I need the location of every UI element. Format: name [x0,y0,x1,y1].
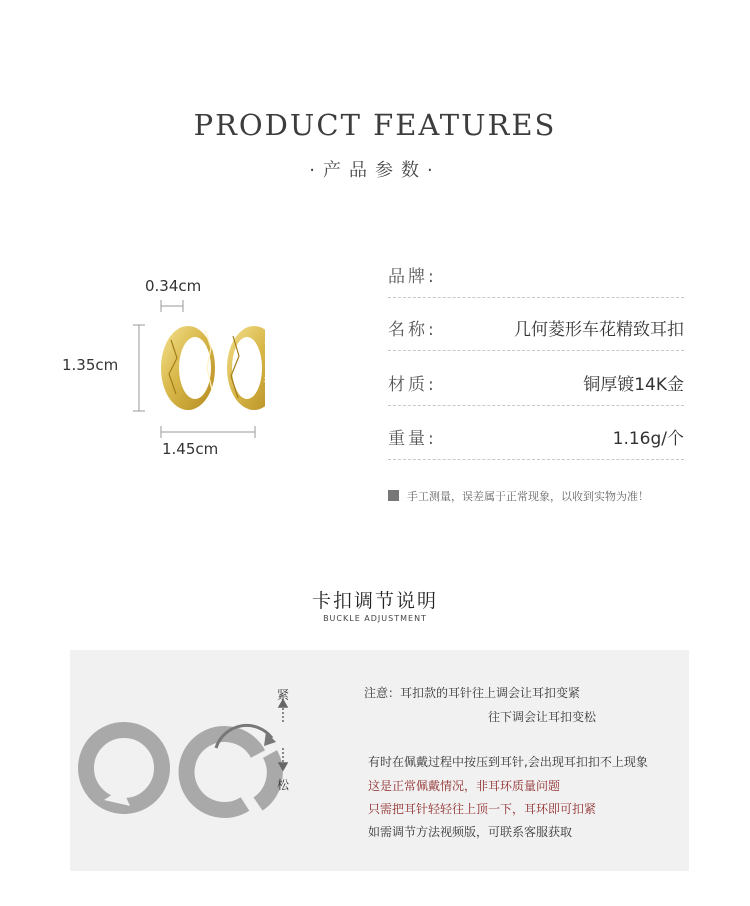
height-label: 1.35cm [62,356,119,374]
spec-value: 1.16g/个 [612,429,684,449]
section-title-en: PRODUCT FEATURES [193,108,557,142]
note-text: 手工测量，误差属于正常现象，以收到实物为准！ [407,490,649,503]
spec-row-weight [388,411,684,460]
spec-label: 品牌: [388,267,437,287]
instruction-line-2: 往下调会让耳扣变松 [488,710,597,724]
width-label: 1.45cm [162,440,219,458]
instruction-line-4: 这是正常佩戴情况，非耳环质量问题 [368,779,561,793]
spec-value: 铜厚镀14K金 [583,375,684,395]
spec-label: 材质: [388,375,437,395]
buckle-diagram [70,650,360,871]
buckle-instruction-panel [70,650,689,871]
open-ring-icon [187,725,276,810]
width-arrow [161,426,255,438]
section-title-cn: ·产品参数· [309,160,441,181]
spec-label: 名称: [388,320,437,340]
spec-label: 重量: [388,429,437,449]
instruction-line-3: 有时在佩戴过程中按压到耳针,会出现耳扣扣不上现象 [368,755,648,769]
thickness-label: 0.34cm [145,277,202,295]
closed-ring-icon [86,730,162,806]
spec-row-brand [388,249,684,298]
instruction-line-5: 只需把耳针轻轻往上顶一下，耳环即可扣紧 [368,802,597,816]
height-arrow [133,325,145,411]
spec-row-material [388,357,684,406]
measurement-note [388,488,649,504]
square-bullet-icon [388,490,399,501]
tight-label: 紧 [277,688,290,702]
instruction-line-1: 注意：耳扣款的耳针往上调会让耳扣变紧 [364,686,581,700]
buckle-section-title: 卡扣调节说明 [311,590,438,612]
buckle-section-subtitle: BUCKLE ADJUSTMENT [323,614,427,623]
thickness-arrow [161,300,183,312]
spec-row-name [388,302,684,351]
instruction-line-6: 如需调节方法视频版，可联系客服获取 [368,825,573,839]
loose-label: 松 [277,778,290,792]
earring-right [227,326,265,410]
spec-value: 几何菱形车花精致耳扣 [514,320,684,340]
tight-arrow-icon [279,700,287,722]
earring-left [161,326,215,410]
